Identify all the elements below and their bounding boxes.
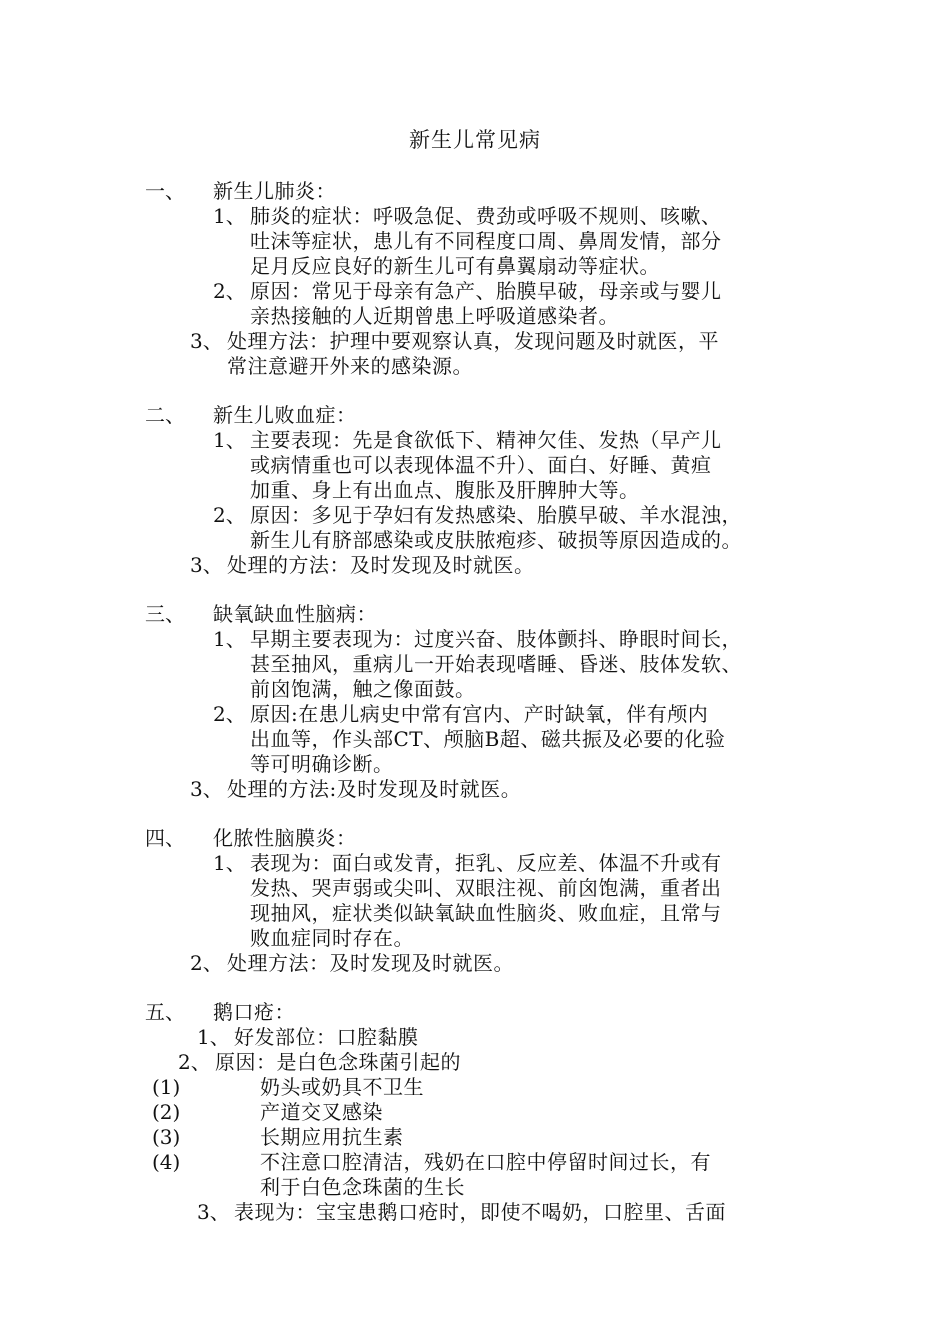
section-number: 一、 — [145, 179, 185, 203]
item-text: 长期应用抗生素 — [260, 1125, 404, 1149]
item-text: 发热、哭声弱或尖叫、双眼注视、前囟饱满，重者出 — [250, 876, 722, 900]
item-text: 表现为：面白或发青，拒乳、反应差、体温不升或有 — [250, 851, 722, 875]
section-heading: 新生儿败血症： — [213, 403, 357, 427]
item-text: 亲热接触的人近期曾患上呼吸道感染者。 — [250, 304, 619, 328]
item-text: 常注意避开外来的感染源。 — [227, 354, 473, 378]
item-label: 2、 — [213, 702, 246, 726]
item-text: 产道交叉感染 — [260, 1100, 383, 1124]
item-text: 利于白色念珠菌的生长 — [260, 1175, 465, 1199]
item-text: 加重、身上有出血点、腹胀及肝脾肿大等。 — [250, 478, 640, 502]
item-text: 肺炎的症状：呼吸急促、费劲或呼吸不规则、咳嗽、 — [250, 204, 722, 228]
item-text: 奶头或奶具不卫生 — [260, 1075, 424, 1099]
item-label: 1、 — [213, 428, 246, 452]
item-text: 甚至抽风，重病儿一开始表现嗜睡、昏迷、肢体发软、 — [250, 652, 742, 676]
section-heading: 化脓性脑膜炎： — [213, 826, 357, 850]
section-heading: 缺氧缺血性脑病： — [213, 602, 377, 626]
item-label: 1、 — [197, 1025, 230, 1049]
item-text: 足月反应良好的新生儿可有鼻翼扇动等症状。 — [250, 254, 660, 278]
item-text: 原因:在患儿病史中常有宫内、产时缺氧，伴有颅内 — [250, 702, 709, 726]
item-text: 不注意口腔清洁，残奶在口腔中停留时间过长，有 — [260, 1150, 711, 1174]
item-label: 1、 — [213, 627, 246, 651]
section-heading: 鹅口疮： — [213, 1000, 295, 1024]
item-label: 2、 — [190, 951, 223, 975]
item-text: 出血等，作头部CT、颅脑B超、磁共振及必要的化验 — [250, 727, 726, 751]
item-label: 1、 — [213, 204, 246, 228]
item-label: 3、 — [190, 553, 223, 577]
item-text: 败血症同时存在。 — [250, 926, 414, 950]
item-label: (3) — [152, 1125, 181, 1149]
item-label: (1) — [152, 1075, 181, 1099]
item-text: 处理方法：及时发现及时就医。 — [227, 951, 514, 975]
item-text: 原因：是白色念珠菌引起的 — [215, 1050, 461, 1074]
item-text: 现抽风，症状类似缺氧缺血性脑炎、败血症，且常与 — [250, 901, 722, 925]
item-label: 1、 — [213, 851, 246, 875]
item-text: 原因：常见于母亲有急产、胎膜早破，母亲或与婴儿 — [250, 279, 722, 303]
section-number: 三、 — [145, 602, 185, 626]
item-text: 处理的方法:及时发现及时就医。 — [227, 777, 522, 801]
item-label: 2、 — [213, 503, 246, 527]
item-text: 表现为：宝宝患鹅口疮时，即使不喝奶，口腔里、舌面 — [234, 1200, 726, 1224]
section-number: 四、 — [145, 826, 185, 850]
section-number: 二、 — [145, 403, 185, 427]
item-text: 处理方法：护理中要观察认真，发现问题及时就医，平 — [227, 329, 719, 353]
item-text: 前囟饱满，触之像面鼓。 — [250, 677, 476, 701]
item-text: 原因：多见于孕妇有发热感染、胎膜早破、羊水混浊， — [250, 503, 742, 527]
item-label: 2、 — [178, 1050, 211, 1074]
item-label: (4) — [152, 1150, 181, 1174]
item-text: 处理的方法：及时发现及时就医。 — [227, 553, 535, 577]
item-label: 3、 — [190, 777, 223, 801]
section-number: 五、 — [145, 1000, 185, 1024]
item-text: 或病情重也可以表现体温不升）、面白、好睡、黄疸 — [250, 453, 712, 477]
item-label: 3、 — [197, 1200, 230, 1224]
item-text: 吐沫等症状，患儿有不同程度口周、鼻周发情，部分 — [250, 229, 722, 253]
item-label: 2、 — [213, 279, 246, 303]
item-label: (2) — [152, 1100, 181, 1124]
item-text: 主要表现：先是食欲低下、精神欠佳、发热（早产儿 — [250, 428, 722, 452]
item-text: 新生儿有脐部感染或皮肤脓疱疹、破损等原因造成的。 — [250, 528, 742, 552]
page-title: 新生儿常见病 — [409, 128, 541, 152]
item-text: 等可明确诊断。 — [250, 752, 394, 776]
section-heading: 新生儿肺炎： — [213, 179, 336, 203]
item-text: 早期主要表现为：过度兴奋、肢体颤抖、睁眼时间长， — [250, 627, 742, 651]
item-label: 3、 — [190, 329, 223, 353]
item-text: 好发部位：口腔黏膜 — [234, 1025, 419, 1049]
